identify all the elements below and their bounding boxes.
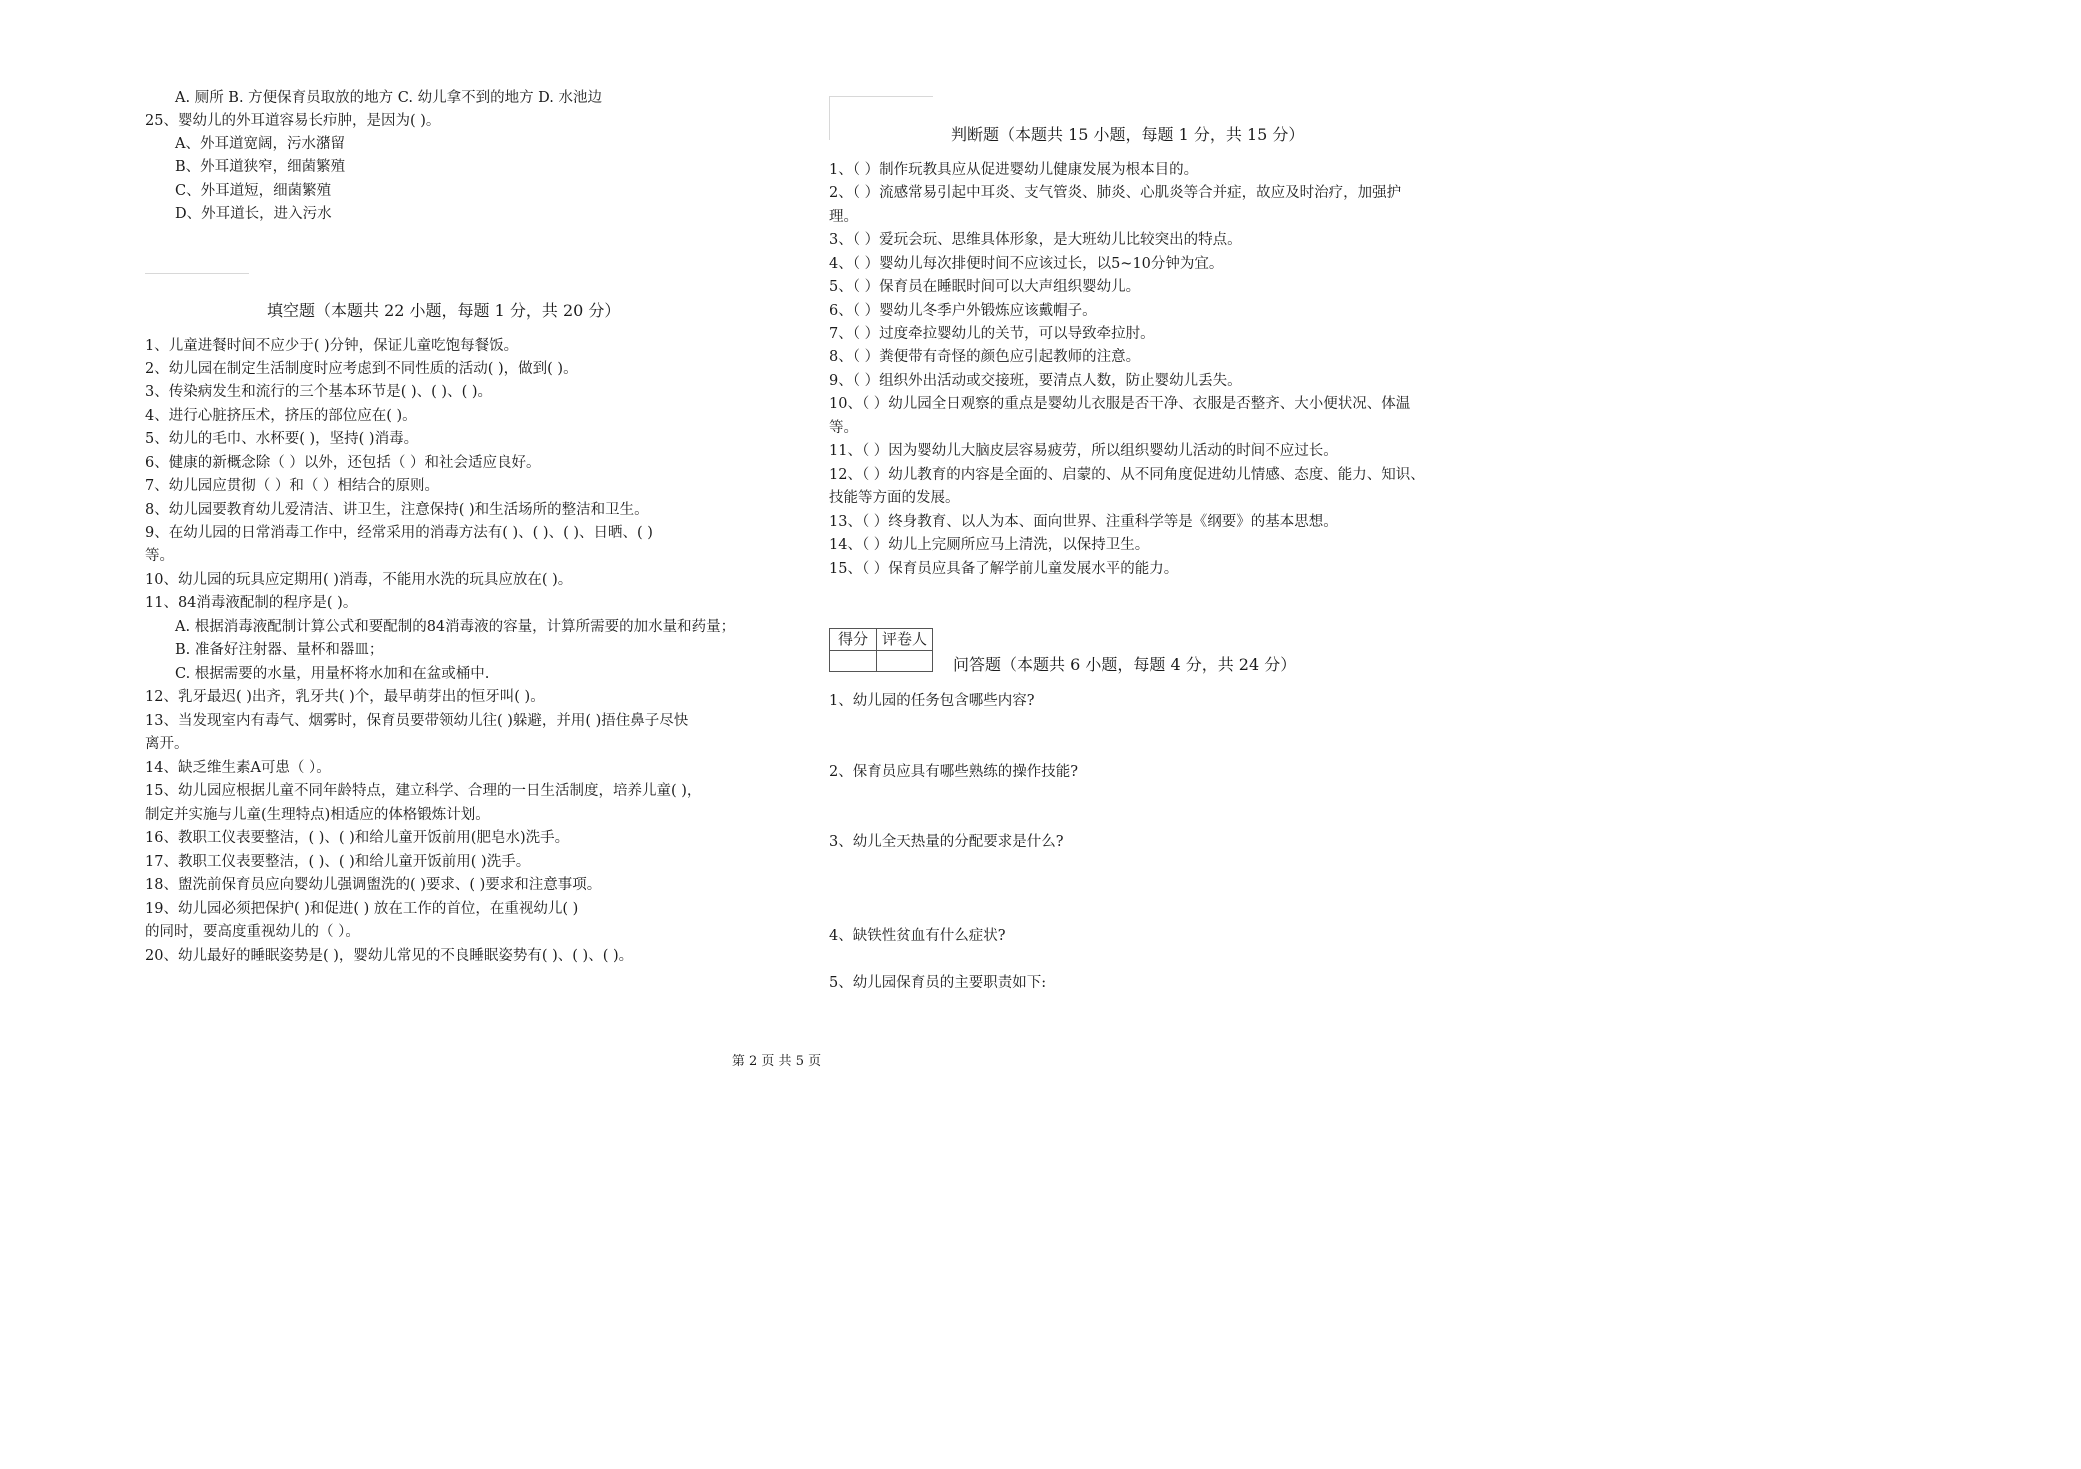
- q25-stem: 25、婴幼儿的外耳道容易长疖肿，是因为( )。: [145, 113, 441, 129]
- fill-question: 16、教职工仪表要整洁，( )、( )和给儿童开饭前用(肥皂水)洗手。: [145, 830, 570, 846]
- judge-question: 7、（ ）过度牵拉婴幼儿的关节，可以导致牵拉肘。: [829, 326, 1155, 342]
- score-box-divider: [830, 650, 932, 651]
- judge-question: 5、（ ）保育员在睡眠时间可以大声组织婴幼儿。: [829, 279, 1141, 295]
- judge-question-continued: 理。: [829, 209, 858, 225]
- judge-question: 8、（ ）粪便带有奇怪的颜色应引起教师的注意。: [829, 349, 1141, 365]
- judge-section-heading: 判断题（本题共 15 小题，每题 1 分，共 15 分）: [951, 125, 1305, 144]
- grader-label: 评卷人: [881, 630, 927, 648]
- judge-question: 11、（ ）因为婴幼儿大脑皮层容易疲劳，所以组织婴幼儿活动的时间不应过长。: [829, 443, 1338, 459]
- fill-section-heading: 填空题（本题共 22 小题，每题 1 分，共 20 分）: [267, 301, 621, 320]
- q11-option-a: A. 根据消毒液配制计算公式和要配制的84消毒液的容量，计算所需要的加水量和药量；: [175, 619, 736, 635]
- judge-question: 2、（ ）流感常易引起中耳炎、支气管炎、肺炎、心肌炎等合并症，故应及时治疗，加强护: [829, 185, 1402, 201]
- fill-question: 20、幼儿最好的睡眠姿势是( )，婴幼儿常见的不良睡眠姿势有( )、( )、( )。: [145, 948, 634, 964]
- fill-question-continued: 等。: [145, 548, 174, 564]
- judge-question: 15、（ ）保育员应具备了解学前儿童发展水平的能力。: [829, 561, 1179, 577]
- q25-option-c: C、外耳道短，细菌繁殖: [175, 183, 332, 199]
- fill-question: 4、进行心脏挤压术，挤压的部位应在( )。: [145, 408, 417, 424]
- judge-question-continued: 技能等方面的发展。: [829, 490, 960, 506]
- judge-question: 3、（ ）爱玩会玩、思维具体形象，是大班幼儿比较突出的特点。: [829, 232, 1242, 248]
- q25-option-b: B、外耳道狭窄，细菌繁殖: [175, 159, 346, 175]
- fill-question: 6、健康的新概念除（ ）以外，还包括（ ）和社会适应良好。: [145, 455, 541, 471]
- judge-question: 13、（ ）终身教育、以人为本、面向世界、注重科学等是《纲要》的基本思想。: [829, 514, 1338, 530]
- qa-question: 4、缺铁性贫血有什么症状?: [829, 928, 1006, 944]
- judge-question-continued: 等。: [829, 420, 858, 436]
- fill-question: 18、盥洗前保育员应向婴幼儿强调盥洗的( )要求、( )要求和注意事项。: [145, 877, 602, 893]
- judge-question: 10、（ ）幼儿园全日观察的重点是婴幼儿衣服是否干净、衣服是否整齐、大小便状况、体温: [829, 396, 1411, 412]
- qa-question: 3、幼儿全天热量的分配要求是什么?: [829, 834, 1064, 850]
- judge-question: 14、（ ）幼儿上完厕所应马上清洗，以保持卫生。: [829, 537, 1150, 553]
- fill-question: 7、幼儿园应贯彻（ ）和（ ）相结合的原则。: [145, 478, 439, 494]
- q25-option-d: D、外耳道长，进入污水: [175, 206, 332, 222]
- score-box: [829, 628, 933, 672]
- score-label: 得分: [837, 630, 868, 648]
- page-footer: 第 2 页 共 5 页: [731, 1054, 822, 1069]
- judge-question: 6、（ ）婴幼儿冬季户外锻炼应该戴帽子。: [829, 303, 1097, 319]
- judge-question: 1、（ ）制作玩教具应从促进婴幼儿健康发展为根本目的。: [829, 162, 1199, 178]
- fill-question: 11、84消毒液配制的程序是( )。: [145, 595, 358, 611]
- q11-option-b: B. 准备好注射器、量杯和器皿；: [175, 642, 384, 658]
- fill-question: 1、儿童进餐时间不应少于( )分钟，保证儿童吃饱每餐饭。: [145, 338, 519, 354]
- fill-question: 13、当发现室内有毒气、烟雾时，保育员要带领幼儿往( )躲避，并用( )捂住鼻子尽快: [145, 713, 689, 729]
- fill-question-continued: 的同时，要高度重视幼儿的（ ）。: [145, 924, 360, 940]
- q25-option-a: A、外耳道宽阔，污水潴留: [175, 136, 345, 152]
- fill-question: 5、幼儿的毛巾、水杯要( )，坚持( )消毒。: [145, 431, 419, 447]
- section-divider: [145, 273, 249, 274]
- fill-question-continued: 制定并实施与儿童(生理特点)相适应的体格锻炼计划。: [145, 807, 490, 823]
- qa-question: 5、幼儿园保育员的主要职责如下:: [829, 975, 1047, 991]
- fill-question: 15、幼儿园应根据儿童不同年龄特点，建立科学、合理的一日生活制度，培养儿童( )，: [145, 783, 702, 799]
- qa-question: 2、保育员应具有哪些熟练的操作技能?: [829, 764, 1078, 780]
- fill-question: 2、幼儿园在制定生活制度时应考虑到不同性质的活动( )，做到( )。: [145, 361, 578, 377]
- fill-question-continued: 离开。: [145, 736, 189, 752]
- fill-question: 9、在幼儿园的日常消毒工作中，经常采用的消毒方法有( )、( )、( )、日晒、( ): [145, 525, 653, 541]
- judge-question: 4、（ ）婴幼儿每次排便时间不应该过长，以5~10分钟为宜。: [829, 256, 1224, 272]
- fill-question: 10、幼儿园的玩具应定期用( )消毒，不能用水洗的玩具应放在( )。: [145, 572, 573, 588]
- fill-question: 19、幼儿园必须把保护( )和促进( ) 放在工作的首位，在重视幼儿( ): [145, 901, 579, 917]
- score-box-divider: [876, 629, 877, 671]
- fill-question: 3、传染病发生和流行的三个基本环节是( )、( )、( )。: [145, 384, 492, 400]
- section-divider: [829, 96, 933, 97]
- fill-question: 17、教职工仪表要整洁，( )、( )和给儿童开饭前用( )洗手。: [145, 854, 531, 870]
- qa-section-heading: 问答题（本题共 6 小题，每题 4 分，共 24 分）: [953, 655, 1297, 674]
- q24-options: A. 厕所 B. 方便保育员取放的地方 C. 幼儿拿不到的地方 D. 水池边: [175, 90, 603, 106]
- fill-question: 8、幼儿园要教育幼儿爱清洁、讲卫生，注意保持( )和生活场所的整洁和卫生。: [145, 502, 649, 518]
- fill-question: 12、乳牙最迟( )出齐，乳牙共( )个，最早萌芽出的恒牙叫( )。: [145, 689, 545, 705]
- judge-question: 12、（ ）幼儿教育的内容是全面的、启蒙的、从不同角度促进幼儿情感、态度、能力、知识、: [829, 467, 1425, 483]
- judge-question: 9、（ ）组织外出活动或交接班，要清点人数，防止婴幼儿丢失。: [829, 373, 1242, 389]
- q11-option-c: C. 根据需要的水量，用量杯将水加和在盆或桶中.: [175, 666, 490, 682]
- qa-question: 1、幼儿园的任务包含哪些内容?: [829, 693, 1035, 709]
- section-divider-vertical: [829, 96, 830, 140]
- fill-question: 14、缺乏维生素A可患（ ）。: [145, 760, 331, 776]
